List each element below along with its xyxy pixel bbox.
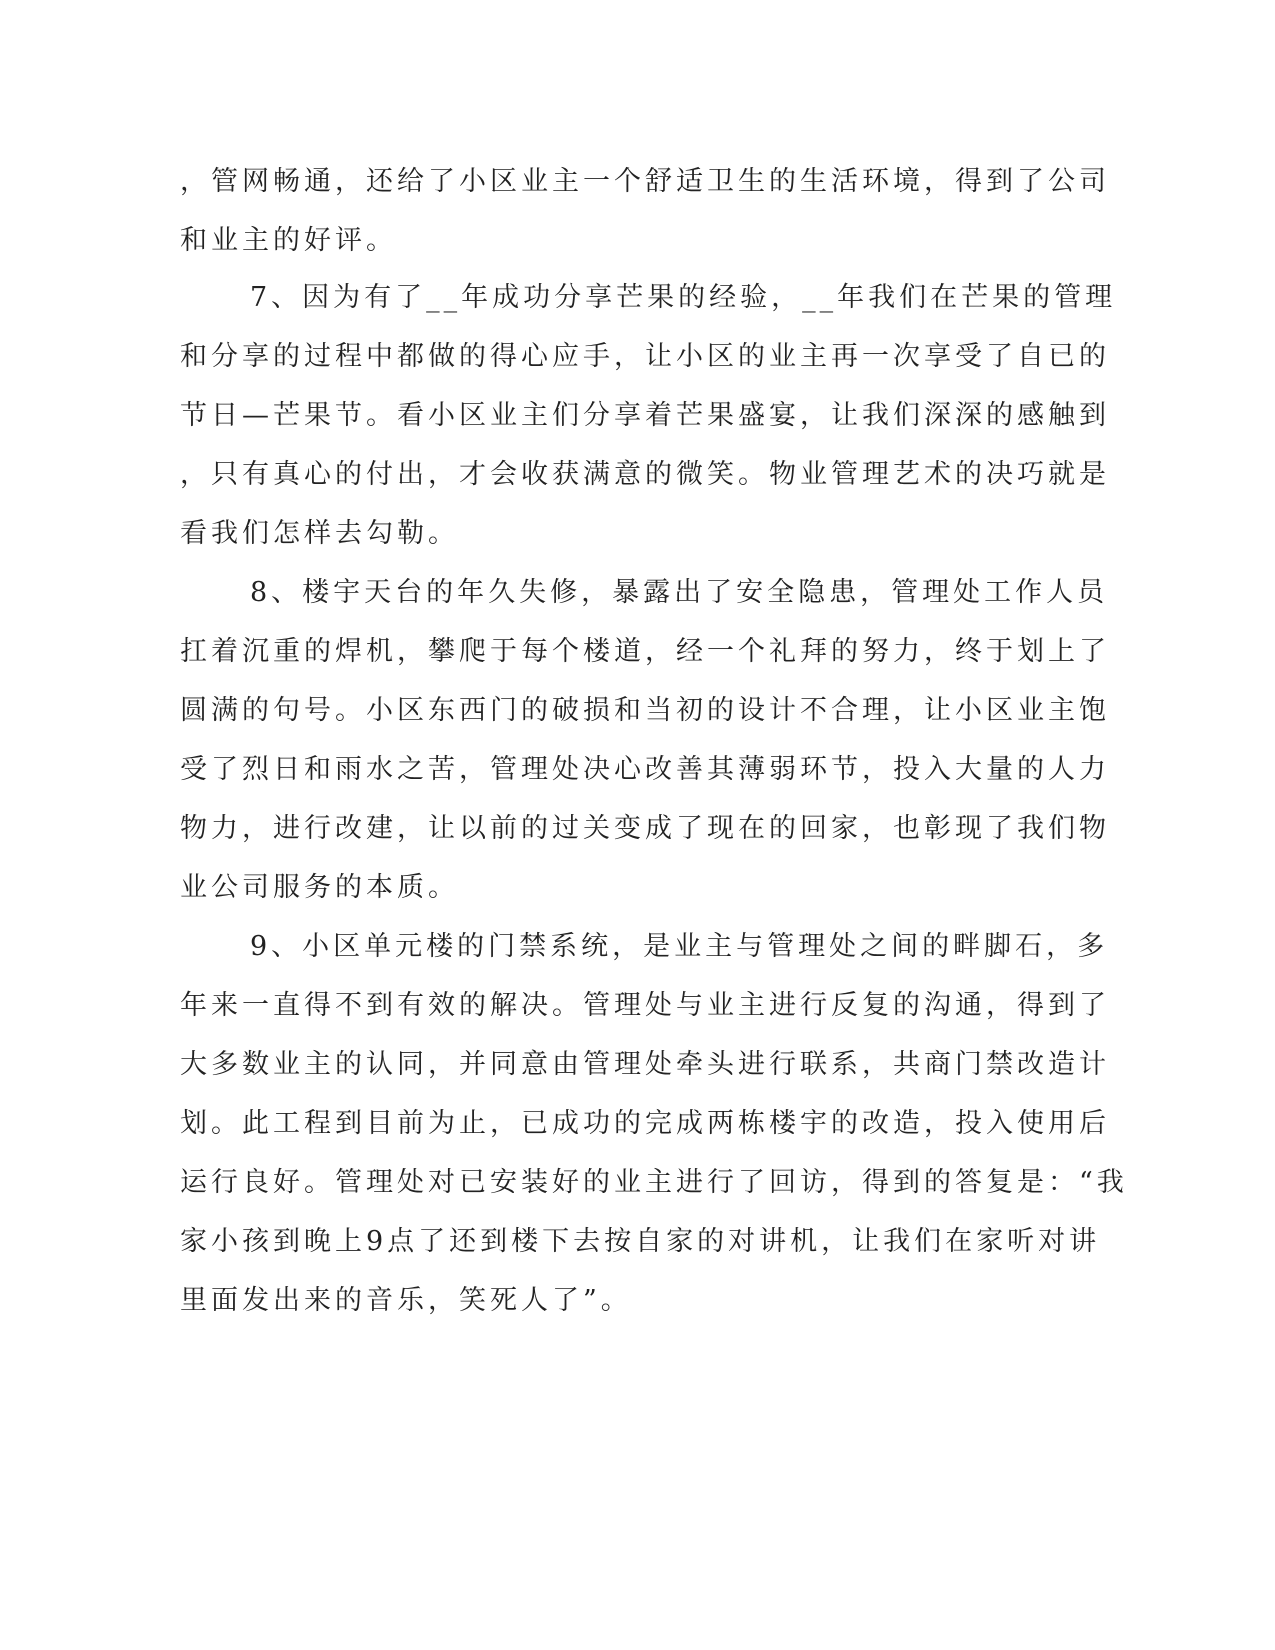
text-line: 家小孩到晚上9点了还到楼下去按自家的对讲机，让我们在家听对讲 xyxy=(180,1226,1101,1257)
text-line: 和业主的好评。 xyxy=(180,225,397,256)
text-line: 年来一直得不到有效的解决。管理处与业主进行反复的沟通，得到了 xyxy=(180,990,1110,1021)
text-line: 里面发出来的音乐，笑死人了”。 xyxy=(180,1285,632,1316)
text-line: 物力，进行改建，让以前的过关变成了现在的回家，也彰现了我们物 xyxy=(180,813,1110,844)
text-line: ，管网畅通，还给了小区业主一个舒适卫生的生活环境，得到了公司 xyxy=(180,166,1110,197)
text-line: 扛着沉重的焊机，攀爬于每个楼道，经一个礼拜的努力，终于划上了 xyxy=(180,636,1110,667)
paragraph-8-line: 8、楼宇天台的年久失修，暴露出了安全隐患，管理处工作人员 xyxy=(250,577,1109,608)
text-line: 受了烈日和雨水之苦，管理处决心改善其薄弱环节，投入大量的人力 xyxy=(180,754,1110,785)
text-line: 运行良好。管理处对已安装好的业主进行了回访，得到的答复是：“我 xyxy=(180,1167,1128,1198)
text-line: 大多数业主的认同，并同意由管理处牵头进行联系，共商门禁改造计 xyxy=(180,1049,1110,1080)
text-line: 圆满的句号。小区东西门的破损和当初的设计不合理，让小区业主饱 xyxy=(180,695,1110,726)
text-line: 划。此工程到目前为止，已成功的完成两栋楼宇的改造，投入使用后 xyxy=(180,1108,1110,1139)
paragraph-9-line: 9、小区单元楼的门禁系统，是业主与管理处之间的畔脚石，多 xyxy=(250,931,1109,962)
text-line: 节日—芒果节。看小区业主们分享着芒果盛宴，让我们深深的感触到 xyxy=(180,400,1110,431)
paragraph-7-line: 7、因为有了__年成功分享芒果的经验，__年我们在芒果的管理 xyxy=(250,282,1117,313)
text-line: ，只有真心的付出，才会收获满意的微笑。物业管理艺术的决巧就是 xyxy=(180,459,1110,490)
text-line: 和分享的过程中都做的得心应手，让小区的业主再一次享受了自已的 xyxy=(180,341,1110,372)
text-line: 业公司服务的本质。 xyxy=(180,872,459,903)
text-line: 看我们怎样去勾勒。 xyxy=(180,518,459,549)
